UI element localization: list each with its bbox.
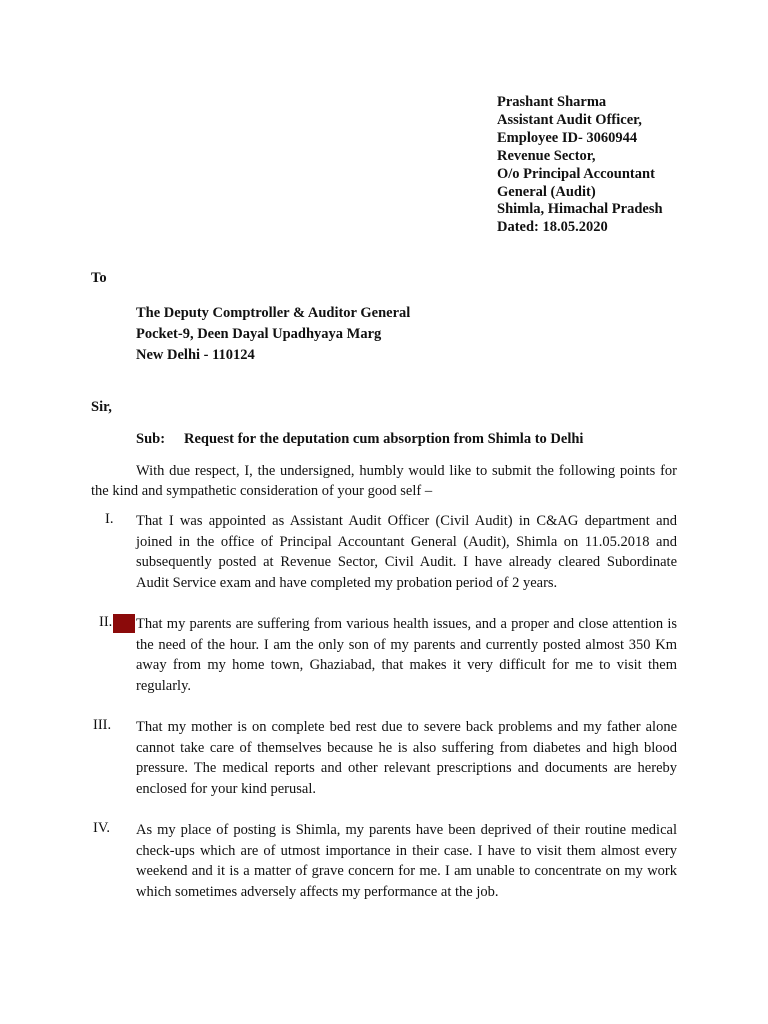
sender-office-line1: O/o Principal Accountant	[497, 165, 655, 182]
redaction-mark	[113, 614, 135, 633]
point-4	[91, 820, 677, 903]
sender-employee-id: Employee ID- 3060944	[497, 129, 638, 146]
point-1	[91, 511, 677, 594]
sender-office-line2: General (Audit)	[497, 183, 596, 200]
point-text: As my place of posting is Shimla, my parents have been deprived of their routine medical check-ups which are of utmost importance in their case. I have to visit them almost every weekend and it is a matter of grave concern for me. I am unable to concentrate on my work which sometimes adversely affects my performance at the job.	[136, 822, 677, 901]
subject-line	[136, 431, 583, 448]
to-label: To	[91, 270, 107, 286]
point-number: I.	[105, 511, 114, 527]
point-text: That I was appointed as Assistant Audit Officer (Civil Audit) in C&AG department and joined in the office of Principal Accountant General (Audit), Shimla on 11.05.2018 and subsequently posted at Revenue Sector, Civil Audit. I have already cleared Subordinate Audit Service exam and have completed my probation period of 2 years.	[136, 513, 677, 592]
point-2	[91, 614, 677, 697]
salutation: Sir,	[91, 399, 112, 415]
point-text: That my mother is on complete bed rest due to severe back problems and my father alone cannot take care of themselves because he is also suffering from diabetes and high blood pressure. The medical reports and other relevant prescriptions and documents are hereby enclosed for your kind perusal.	[136, 719, 677, 798]
subject-text: Request for the deputation cum absorption from Shimla to Delhi	[184, 431, 584, 447]
point-text: That my parents are suffering from various health issues, and a proper and close attention is the need of the hour. I am the only son of my parents and currently posted almost 350 Km away from my home town, Ghaziabad, that makes it very difficult for me to visit them regularly.	[136, 616, 677, 695]
point-number: II.	[99, 614, 113, 630]
sender-address-block	[497, 94, 663, 237]
recipient-line1: The Deputy Comptroller & Auditor General	[136, 305, 411, 321]
letter-date: Dated: 18.05.2020	[497, 219, 608, 236]
point-number: III.	[93, 717, 112, 733]
recipient-line2: Pocket-9, Deen Dayal Upadhyaya Marg	[136, 326, 382, 342]
point-number: IV.	[93, 820, 111, 836]
intro-paragraph: With due respect, I, the undersigned, humbly would like to submit the following points for the kind and sympathetic consideration of your good self –	[91, 463, 677, 499]
point-3	[91, 717, 677, 800]
sender-name: Prashant Sharma	[497, 94, 607, 110]
recipient-line3: New Delhi - 110124	[136, 347, 255, 363]
sender-sector: Revenue Sector,	[497, 147, 596, 164]
subject-label: Sub:	[136, 431, 166, 447]
sender-location: Shimla, Himachal Pradesh	[497, 201, 663, 218]
sender-designation: Assistant Audit Officer,	[497, 111, 642, 128]
recipient-address-block	[136, 303, 410, 366]
